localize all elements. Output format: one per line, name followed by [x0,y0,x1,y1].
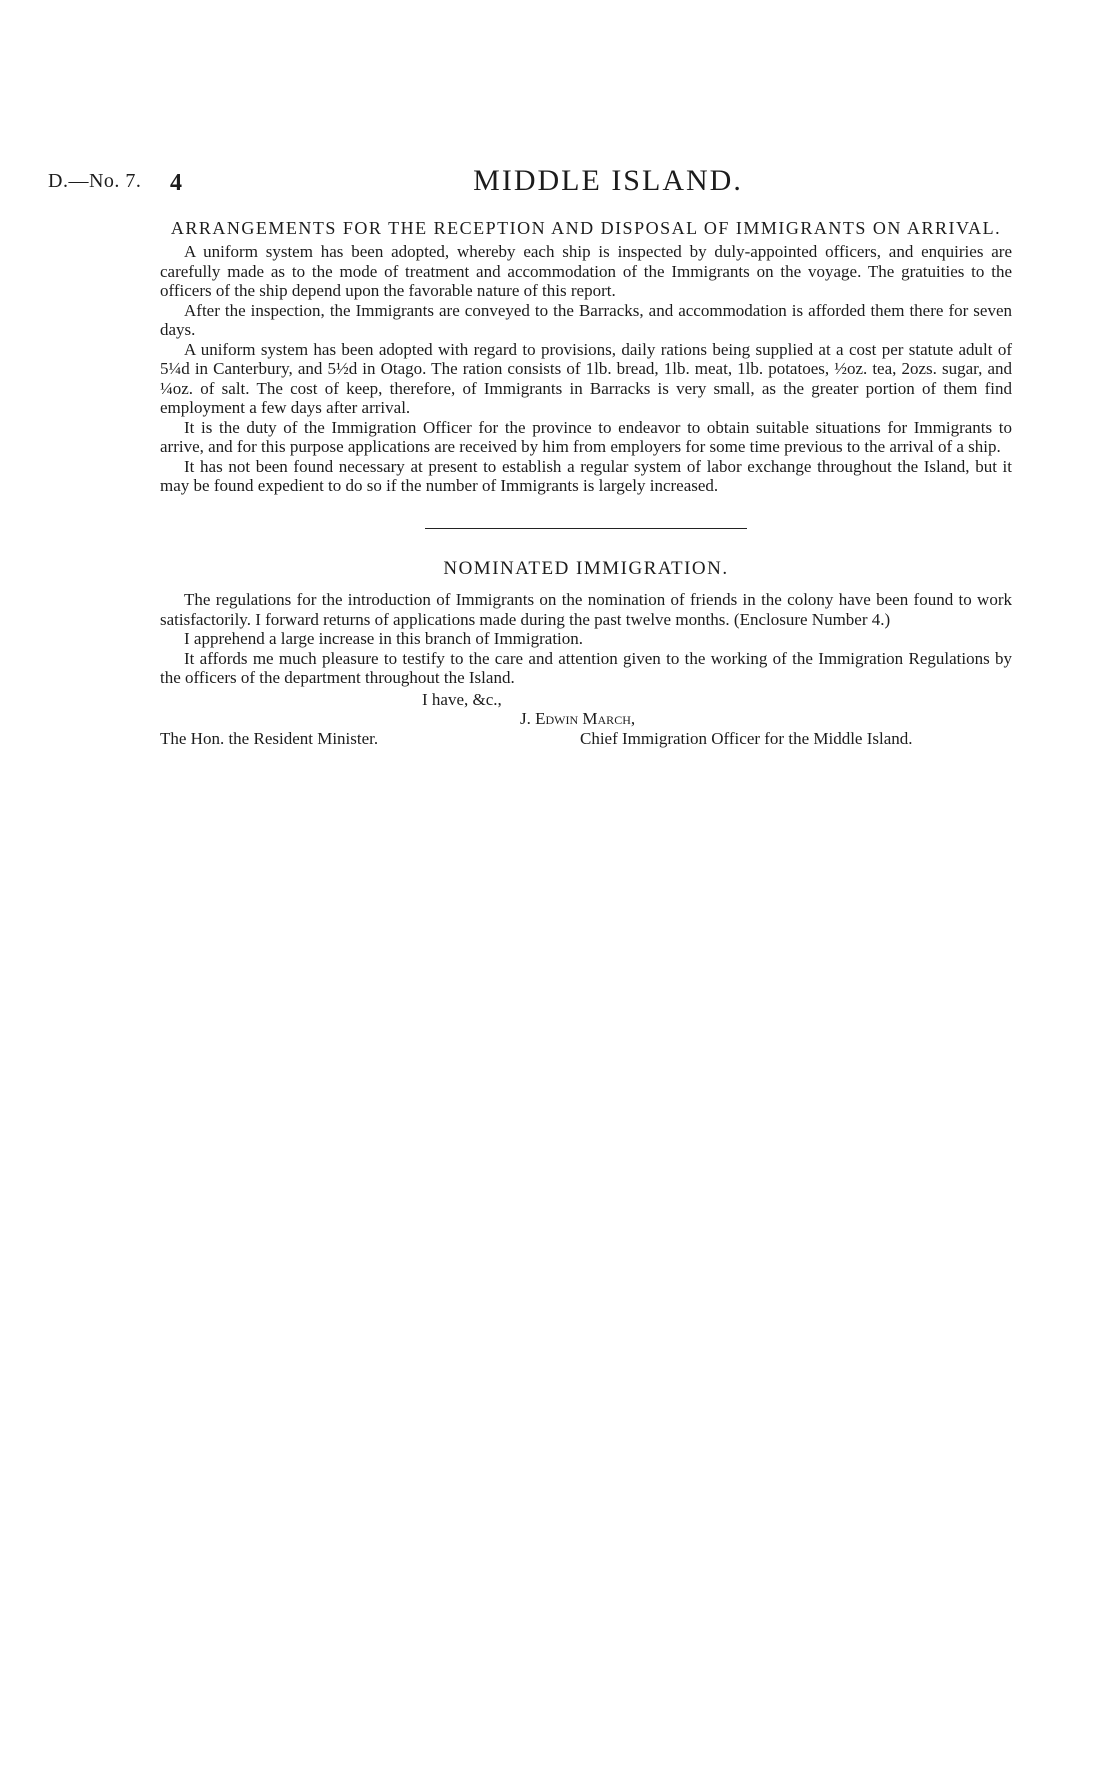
signature-name: J. Edwin March, [520,709,636,728]
paragraph-situations: It is the duty of the Immigration Officer for the province to endeavor to obtain suitable situations for Immigrants to arrive, and for this purpose applications are received by him from employers for some time previous to the arrival of a ship. [160,417,1012,456]
addressee: The Hon. the Resident Minister. [160,728,379,748]
paragraph-barracks: After the inspection, the Immigrants are conveyed to the Barracks, and accommodation is afforded them there for seven days. [160,300,1012,339]
paragraph-testimony: It affords me much pleasure to testify to the care and attention given to the working of the Immigration Regulations by the officers of the department throughout the Island. [160,648,1012,687]
signatory-title: Chief Immigration Officer for the Middle Island. [580,728,913,748]
paragraph-provisions: A uniform system has been adopted with regard to provisions, daily rations being supplied at a cost per statute adult of 5¼d in Canterbury, and 5½d in Otago. The ration consists of 1lb. bread, 1lb. meat, 1lb. potatoes, ½oz. tea, 2ozs. sugar, and ¼oz. of salt. The cost of keep, therefore, of Immigrants in Barracks is very small, as the greater portion of them find employment a few days after arrival. [160,339,1012,417]
paragraph-inspection: A uniform system has been adopted, whereby each ship is inspected by duly-appointed officers, and enquiries are carefully made as to the mode of treatment and accommodation of the Immigrants on the voyage. The gratuities to the officers of the ship depend upon the favorable nature of this report. [160,242,1012,300]
page-header [48,164,1048,206]
closing-salutation: I have, &c., [422,689,502,709]
document-body [160,218,1012,751]
paragraph-labor-exchange: It has not been found necessary at present to establish a regular system of labor exchange throughout the Island, but it may be found expedient to do so if the number of Immigrants is largely increased. [160,456,1012,495]
page-title: MIDDLE ISLAND. [473,164,743,197]
document-reference: D.—No. 7. [48,170,142,192]
section-heading-nominated: NOMINATED IMMIGRATION. [443,557,729,579]
section-heading-arrangements: ARRANGEMENTS FOR THE RECEPTION AND DISPOSAL OF IMMIGRANTS ON ARRIVAL. [170,218,1002,238]
section-divider [425,528,747,529]
signature-line [160,729,1012,751]
paragraph-increase: I apprehend a large increase in this branch of Immigration. [184,629,584,648]
page-number: 4 [170,170,182,196]
paragraph-regulations: The regulations for the introduction of Immigrants on the nomination of friends in the colony have been found to work satisfactorily. I forward returns of applications made during the past twelve months. (Enclosure Number 4.) [160,590,1012,629]
